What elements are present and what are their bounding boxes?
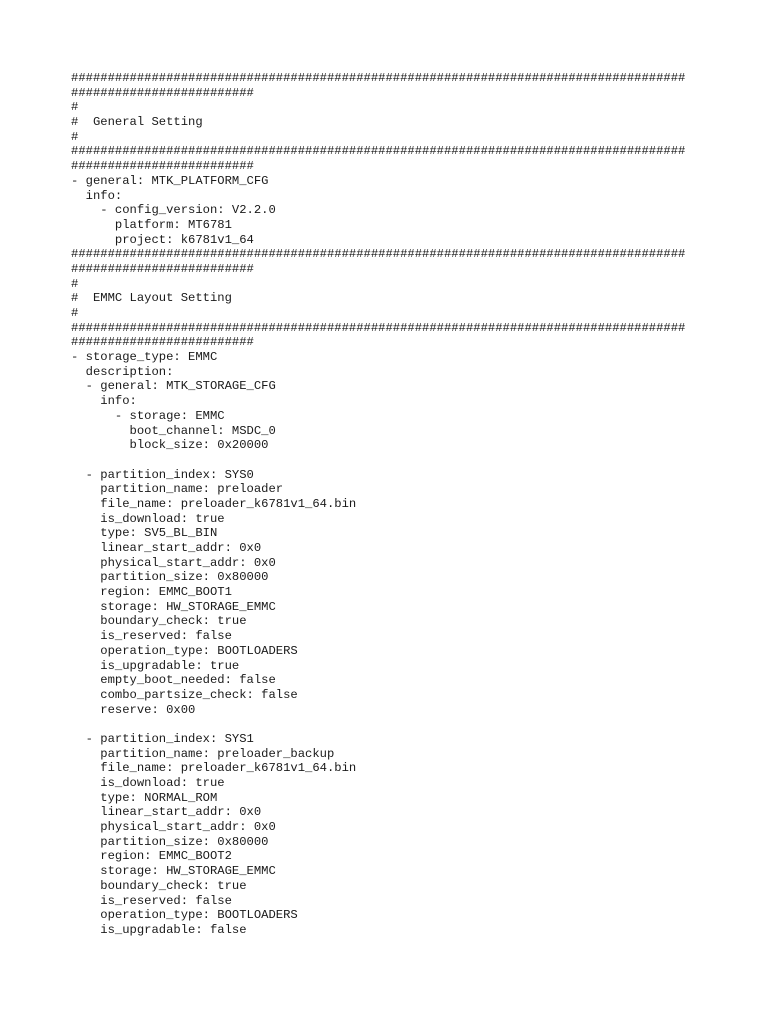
config-line: project: k6781v1_64 [71,232,254,247]
divider-line: ######################### [71,159,254,174]
section-heading: # EMMC Layout Setting [71,291,232,306]
config-line: is_download: true [71,511,225,526]
config-line: is_upgradable: true [71,658,240,673]
config-line: info: [71,394,137,409]
config-line: platform: MT6781 [71,217,232,232]
config-line: is_reserved: false [71,629,232,644]
config-line: operation_type: BOOTLOADERS [71,908,298,923]
config-line: reserve: 0x00 [71,702,196,717]
config-line: partition_name: preloader_backup [71,746,335,761]
config-line: - storage_type: EMMC [71,350,218,365]
config-line: physical_start_addr: 0x0 [71,820,276,835]
config-line: combo_partsize_check: false [71,687,298,702]
divider-line: #################################################################################### [71,144,686,159]
config-line: partition_name: preloader [71,482,284,497]
config-line: - general: MTK_PLATFORM_CFG [71,173,269,188]
comment-line: # [71,276,79,291]
config-line: physical_start_addr: 0x0 [71,555,276,570]
config-line: info: [71,188,123,203]
config-line: type: SV5_BL_BIN [71,526,218,541]
config-line: description: [71,364,174,379]
config-line: is_reserved: false [71,893,232,908]
config-line: - general: MTK_STORAGE_CFG [71,379,276,394]
divider-line: #################################################################################### [71,71,686,85]
config-line: linear_start_addr: 0x0 [71,805,262,820]
scatter-file-text [71,71,761,938]
config-line: operation_type: BOOTLOADERS [71,643,298,658]
comment-line: # [71,129,79,144]
config-line: boundary_check: true [71,878,247,893]
divider-line: #################################################################################### [71,320,686,335]
config-line: type: NORMAL_ROM [71,790,218,805]
config-line: empty_boot_needed: false [71,673,276,688]
config-line: boundary_check: true [71,614,247,629]
config-line: file_name: preloader_k6781v1_64.bin [71,761,357,776]
section-heading: # General Setting [71,115,203,130]
config-line: is_download: true [71,776,225,790]
config-line: region: EMMC_BOOT1 [71,585,232,600]
config-line: linear_start_addr: 0x0 [71,541,262,555]
blank-line [71,453,761,468]
divider-line: ######################### [71,261,254,276]
divider-line: ######################### [71,335,254,350]
comment-line: # [71,100,79,115]
blank-line [71,717,761,732]
config-line: - partition_index: SYS1 [71,731,254,746]
config-line: - config_version: V2.2.0 [71,203,276,218]
divider-line: ######################### [71,85,254,100]
config-line: file_name: preloader_k6781v1_64.bin [71,496,357,511]
config-line: block_size: 0x20000 [71,438,269,453]
config-line: partition_size: 0x80000 [71,570,269,585]
comment-line: # [71,306,79,320]
config-line: - partition_index: SYS0 [71,467,254,482]
config-line: is_upgradable: false [71,922,247,937]
config-line: - storage: EMMC [71,408,225,423]
divider-line: #################################################################################### [71,247,686,262]
config-line: boot_channel: MSDC_0 [71,423,276,438]
config-line: region: EMMC_BOOT2 [71,849,232,864]
config-line: storage: HW_STORAGE_EMMC [71,864,276,879]
config-line: partition_size: 0x80000 [71,834,269,849]
config-line: storage: HW_STORAGE_EMMC [71,599,276,614]
